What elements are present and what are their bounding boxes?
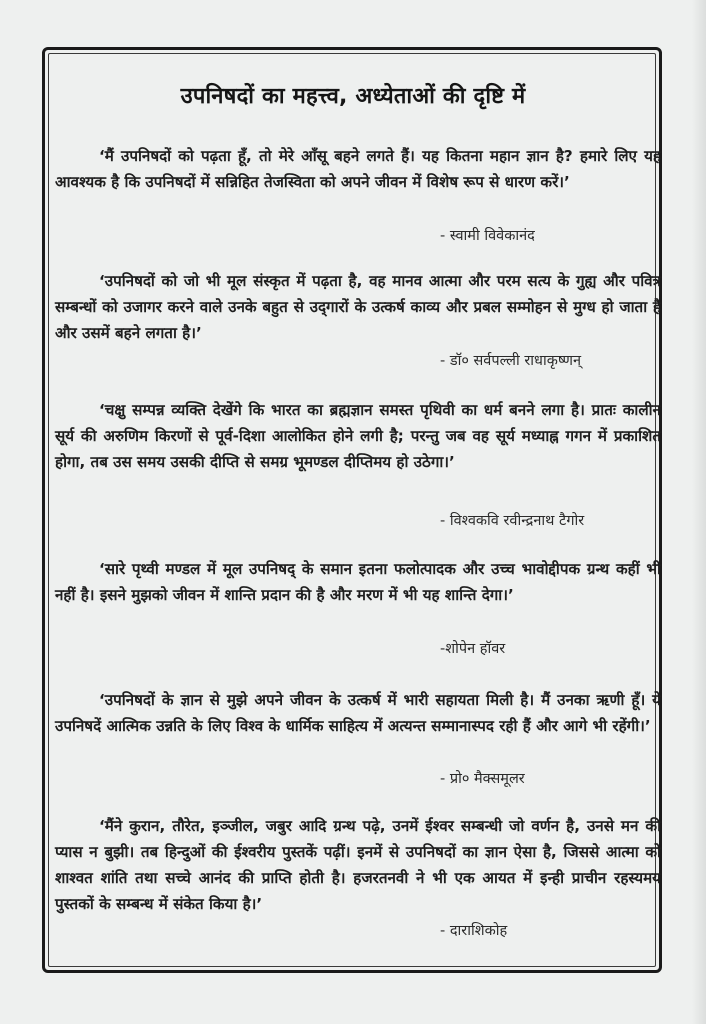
quote-block-vivekananda	[55, 143, 661, 195]
quote-text: ‘मैं उपनिषदों को पढ़ता हूँ, तो मेरे आँसू बहने लगते हैं। यह कितना महान ज्ञान है? हमारे लिए यह आवश्यक है कि उपनिषदों में सन्निहित तेजस्विता को अपने जीवन में विशेष रूप से धारण करें।’	[55, 147, 661, 191]
quote-author: - दाराशिकोह	[440, 923, 508, 939]
quote-author: - विश्वकवि रवीन्द्रनाथ टैगोर	[440, 513, 585, 529]
quote-text: ‘चक्षु सम्पन्न व्यक्ति देखेंगे कि भारत का ब्रह्मज्ञान समस्त पृथिवी का धर्म बनने लगा है। प्रातः कालीन सूर्य की अरुणिम किरणों से पूर्व-दिशा आलोकित होने लगी है; परन्तु जब वह सूर्य मध्याह्न गगन में प्रकाशित होगा, तब उस समय उसकी दीप्ति से समग्र भूमण्डल दीप्तिमय हो उठेगा।’	[55, 401, 661, 471]
quote-author: - डॉ० सर्वपल्ली राधाकृष्णन्	[440, 353, 582, 369]
quote-text: ‘सारे पृथ्वी मण्डल में मूल उपनिषद् के समान इतना फलोत्पादक और उच्च भावोद्दीपक ग्रन्थ कहीं भी नहीं है। इसने मुझको जीवन में शान्ति प्रदान की है और मरण में भी यह शान्ति देगा।’	[55, 560, 661, 604]
page-title: उपनिषदों का महत्त्व, अध्येताओं की दृष्टि में	[180, 84, 526, 109]
quote-author: - स्वामी विवेकानंद	[440, 228, 535, 244]
quote-author: - प्रो० मैक्समूलर	[440, 771, 525, 787]
quote-block-radhakrishnan	[55, 268, 661, 346]
quote-author: -शोपेन हॉवर	[440, 641, 506, 657]
quote-block-max-muller	[55, 687, 661, 739]
quote-block-dara-shikoh	[55, 813, 661, 917]
page-edge-shadow	[692, 0, 706, 1024]
quote-block-schopenhauer	[55, 556, 661, 608]
quote-text: ‘मैंने कुरान, तौरेत, इञ्जील, जबुर आदि ग्रन्थ पढ़े, उनमें ईश्वर सम्बन्धी जो वर्णन है, उनसे मन की प्यास न बुझी। तब हिन्दुओं की ईश्वरीय पुस्तकें पढ़ीं। इनमें से उपनिषदों का ज्ञान ऐसा है, जिससे आत्मा को शाश्वत शांति तथा सच्चे आनंद की प्राप्ति होती है। हजरतनवी ने भी एक आयत में इन्ही प्राचीन रहस्यमय पुस्तकों के सम्बन्ध में संकेत किया है।’	[55, 817, 661, 913]
quote-text: ‘उपनिषदों के ज्ञान से मुझे अपने जीवन के उत्कर्ष में भारी सहायता मिली है। मैं उनका ऋणी हूँ। ये उपनिषदें आत्मिक उन्नति के लिए विश्व के धार्मिक साहित्य में अत्यन्त सम्मानास्पद रही हैं और आगे भी रहेंगी।’	[55, 691, 661, 735]
quote-text: ‘उपनिषदों को जो भी मूल संस्कृत में पढ़ता है, वह मानव आत्मा और परम सत्य के गुह्य और पवित्र सम्बन्धों को उजागर करने वाले उनके बहुत से उद्‌गारों के उत्कर्ष काव्य और प्रबल सम्मोहन से मुग्ध हो जाता है और उसमें बहने लगता है।’	[55, 272, 661, 342]
quote-block-tagore	[55, 397, 661, 475]
